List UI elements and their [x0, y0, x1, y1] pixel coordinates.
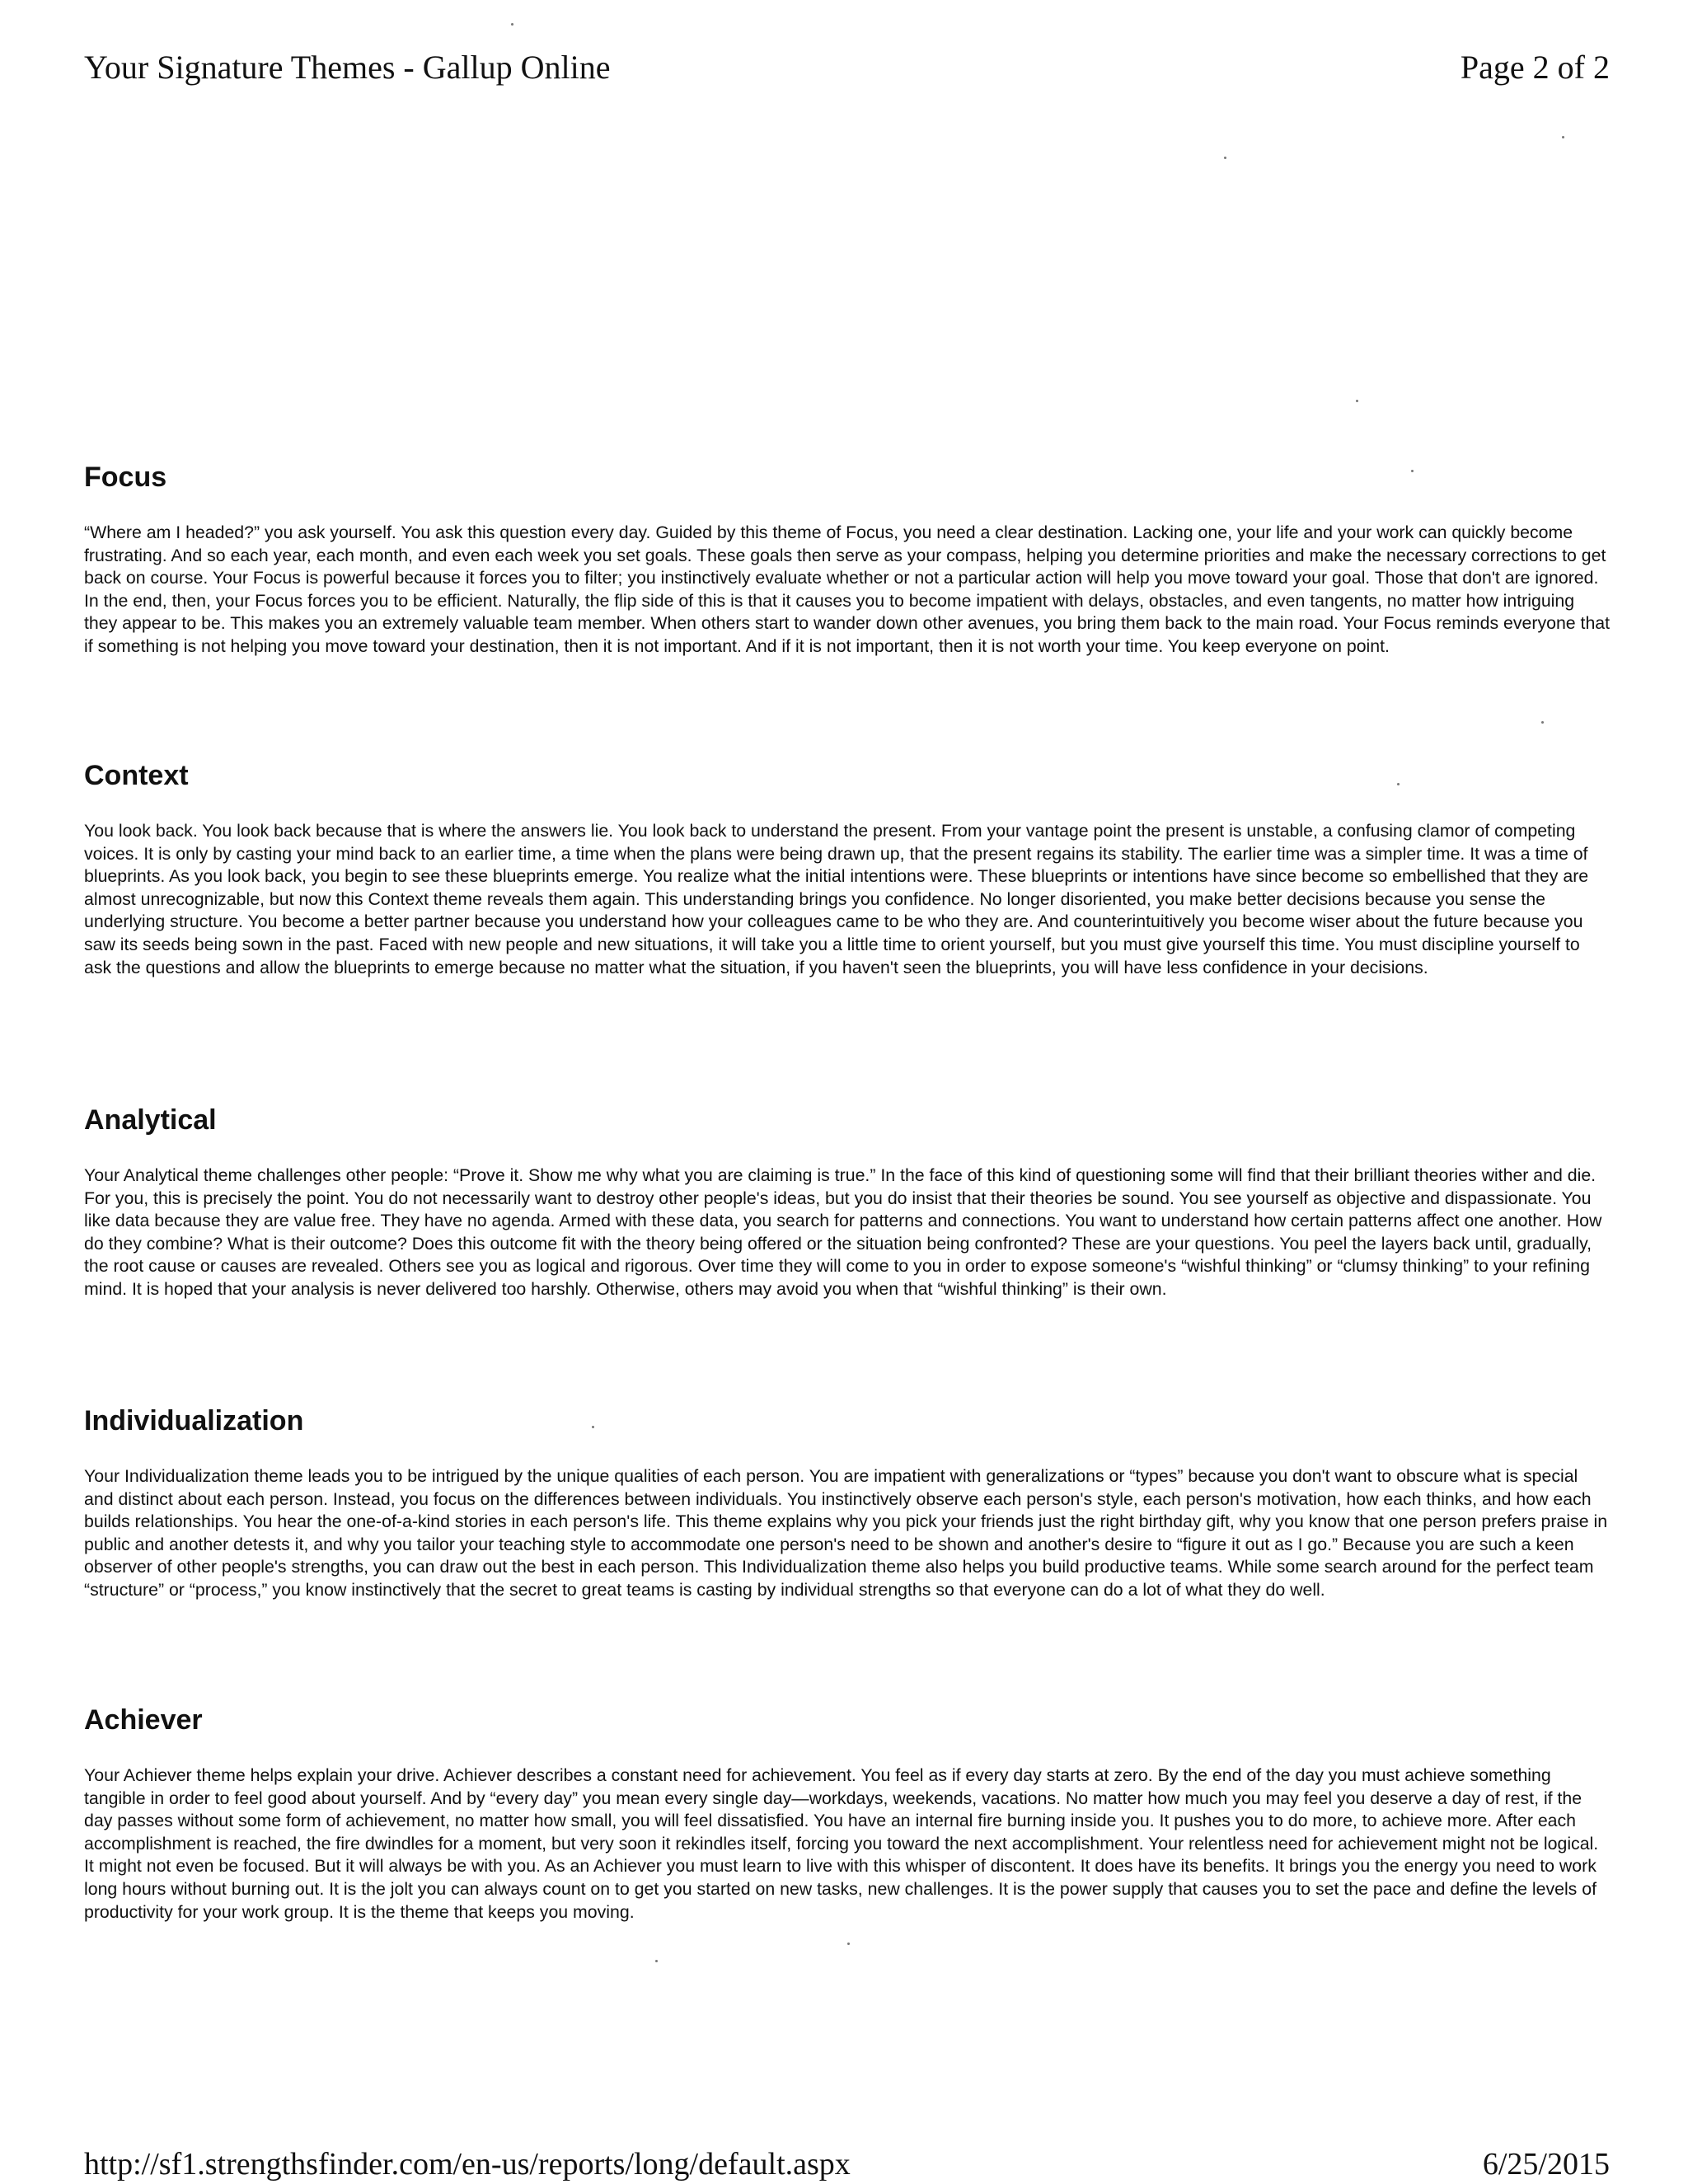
page-url: http://sf1.strengthsfinder.com/en-us/reports/long/default.aspx [84, 2147, 851, 2182]
theme-description: You look back. You look back because that is where the answers lie. You look back to understand the present. From your vantage point the present is unstable, a confusing clamor of competing voices. It is only by casting your mind back to an earlier time, a time when the plans were being drawn up, that the present regains its stability. The earlier time was a simpler time. It was a time of blueprints. As you look back, you begin to see these blueprints emerge. You realize what the initial intentions were. These blueprints or intentions have since become so embellished that they are almost unrecognizable, but now this Context theme reveals them again. This understanding brings you confidence. No longer disoriented, you make better decisions because you sense the underlying structure. You become a better partner because you understand how your colleagues came to be who they are. And counterintuitively you become wiser about the future because you saw its seeds being sown in the past. Faced with new people and new situations, it will take you a little time to orient yourself, but you must give yourself this time. You must discipline yourself to ask the questions and allow the blueprints to emerge because no matter what the situation, if you haven't seen the blueprints, you will have less confidence in your decisions. [84, 821, 1589, 977]
scan-speck [511, 23, 513, 26]
theme-title: Individualization [84, 1405, 304, 1436]
theme-description: Your Analytical theme challenges other people: “Prove it. Show me why what you are claiming is true.” In the face of this kind of questioning some will find that their brilliant theories wither and die. For you, this is precisely the point. You do not necessarily want to destroy other people's ideas, but you do insist that their theories be sound. You see yourself as objective and dispassionate. You like data because they are value free. They have no agenda. Armed with these data, you search for patterns and connections. You want to understand how certain patterns affect one another. How do they combine? What is their outcome? Does this outcome fit with the theory being offered or the situation being confronted? These are your questions. You peel the layers back until, gradually, the root cause or causes are revealed. Others see you as logical and rigorous. Over time they will come to you in order to expose someone's “wishful thinking” or “clumsy thinking” to your refining mind. It is hoped that your analysis is never delivered too harshly. Otherwise, others may avoid you when that “wishful thinking” is their own. [84, 1165, 1602, 1299]
theme-description: Your Individualization theme leads you to be intrigued by the unique qualities of each person. You are impatient with generalizations or “types” because you don't want to obscure what is special and distinct about each person. Instead, you focus on the differences between individuals. You instinctively observe each person's style, each person's motivation, how each thinks, and how each builds relationships. You hear the one-of-a-kind stories in each person's life. This theme explains why you pick your friends just the right birthday gift, why you know that one person prefers praise in public and another detests it, and why you tailor your teaching style to accommodate one person's need to be shown and another's desire to “figure it out as I go.” Because you are such a keen observer of other people's strengths, you can draw out the best in each person. This Individualization theme also helps you build productive teams. While some search around for the perfect team “structure” or “process,” you know instinctively that the secret to great teams is casting by individual strengths so that everyone can do a lot of what they do well. [84, 1466, 1608, 1600]
scan-speck [592, 1426, 594, 1428]
scan-speck [1397, 783, 1400, 785]
theme-individualization [84, 1401, 1611, 1602]
scan-speck [1224, 157, 1226, 159]
theme-title: Analytical [84, 1104, 217, 1136]
print-footer [84, 2146, 1610, 2184]
scan-speck [1411, 470, 1414, 472]
theme-title: Context [84, 760, 189, 791]
scan-speck [1541, 721, 1544, 724]
theme-achiever [84, 1700, 1611, 1924]
theme-description: Your Achiever theme helps explain your drive. Achiever describes a constant need for achievement. You feel as if every day starts at zero. By the end of the day you must achieve something tangible in order to feel good about yourself. And by “every day” you mean every single day—workdays, weekends, vacations. No matter how much you may feel you deserve a day of rest, if the day passes without some form of achievement, no matter how small, you will feel dissatisfied. You have an internal fire burning inside you. It pushes you to do more, to achieve more. After each accomplishment is reached, the fire dwindles for a moment, but very soon it rekindles itself, forcing you toward the next accomplishment. Your relentless need for achievement might not be logical. It might not even be focused. But it will always be with you. As an Achiever you must learn to live with this whisper of discontent. It does have its benefits. It brings you the energy you need to work long hours without burning out. It is the jolt you can always count on to get you started on new tasks, new challenges. It is the power supply that causes you to set the pace and define the levels of productivity for your work group. It is the theme that keeps you moving. [84, 1765, 1599, 1922]
page-number: Page 2 of 2 [1460, 49, 1610, 86]
print-header [84, 48, 1610, 94]
theme-analytical [84, 1100, 1611, 1301]
theme-title: Achiever [84, 1704, 203, 1736]
theme-focus [84, 457, 1611, 658]
theme-context [84, 756, 1611, 979]
scan-speck [1356, 400, 1358, 402]
print-date: 6/25/2015 [1482, 2147, 1610, 2182]
theme-title: Focus [84, 462, 167, 493]
scan-speck [1562, 136, 1564, 138]
scan-speck [847, 1943, 850, 1945]
scan-speck [655, 1960, 658, 1962]
theme-description: “Where am I headed?” you ask yourself. You ask this question every day. Guided by this theme of Focus, you need a clear destination. Lacking one, your life and your work can quickly become frustrating. And so each year, each month, and even each week you set goals. These goals then serve as your compass, helping you determine priorities and make the necessary corrections to get back on course. Your Focus is powerful because it forces you to filter; you instinctively evaluate whether or not a particular action will help you move toward your goal. Those that don't are ignored. In the end, then, your Focus forces you to be efficient. Naturally, the flip side of this is that it causes you to become impatient with delays, obstacles, and even tangents, no matter how intriguing they appear to be. This makes you an extremely valuable team member. When others start to wander down other avenues, you bring them back to the main road. Your Focus reminds everyone that if something is not helping you move toward your destination, then it is not important. And if it is not important, then it is not worth your time. You keep everyone on point. [84, 523, 1611, 656]
document-title: Your Signature Themes - Gallup Online [84, 49, 611, 86]
